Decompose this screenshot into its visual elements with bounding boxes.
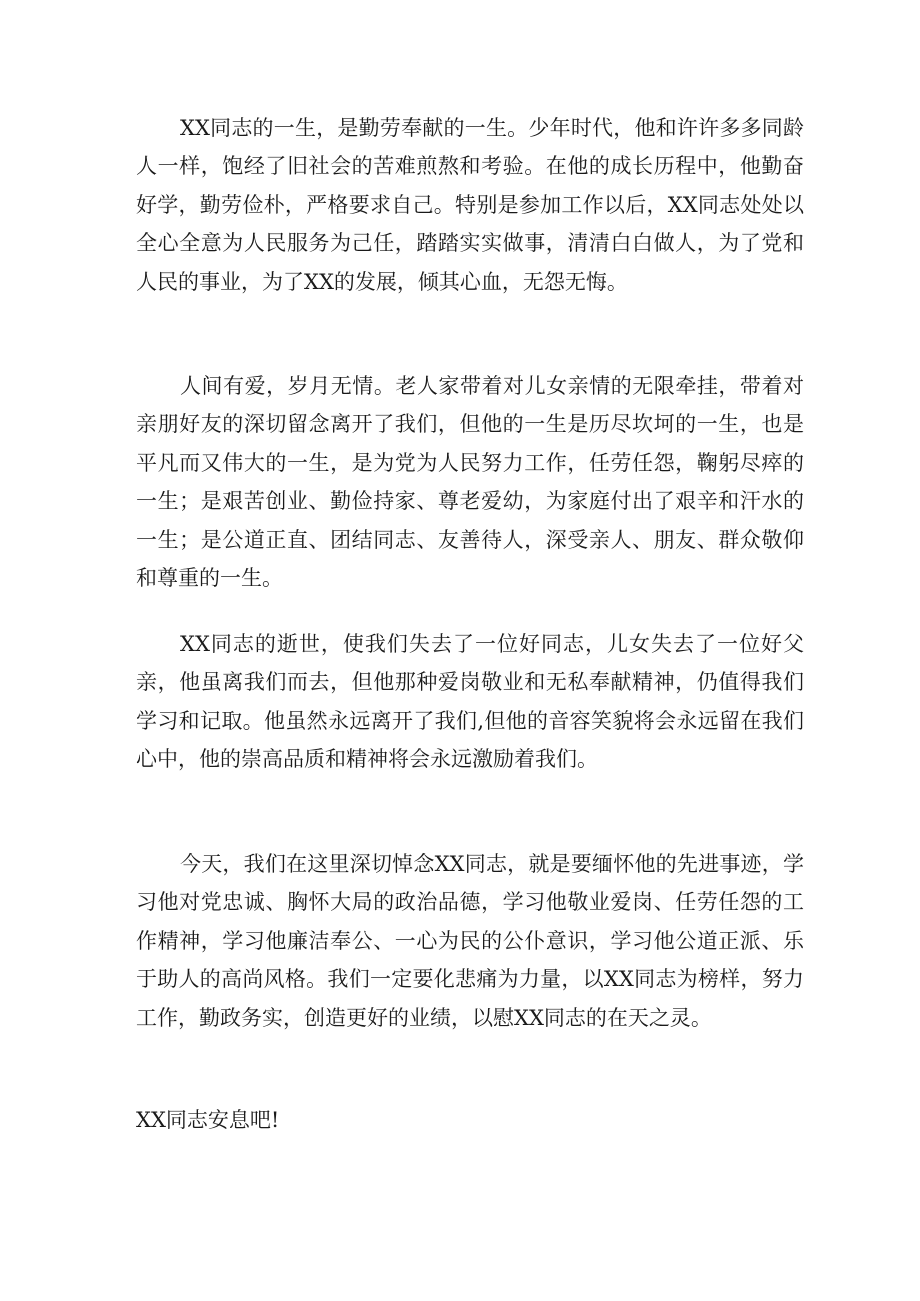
paragraph-passing-away: XX同志的逝世，使我们失去了一位好同志，儿女失去了一位好父亲，他虽离我们而去，但他那种爱岗敬业和无私奉献精神，仍值得我们学习和记取。他虽然永远离开了我们,但他的音容笑貌将会永远留在我们心中，他的崇高品质和精神将会永远激励着我们。 <box>136 632 804 772</box>
paragraph-love-and-hardship: 人间有爱，岁月无情。老人家带着对儿女亲情的无限牵挂，带着对亲朋好友的深切留念离开了我们，但他的一生是历尽坎坷的一生，也是平凡而又伟大的一生，是为党为人民努力工作，任劳任怨，鞠躬尽瘁的一生；是艰苦创业、勤俭持家、尊老爱幼，为家庭付出了艰辛和汗水的一生；是公道正直、团结同志、友善待人，深受亲人、朋友、群众敬仰和尊重的一生。 <box>136 374 804 591</box>
paragraph-life-of-dedication: XX同志的一生，是勤劳奉献的一生。少年时代，他和许许多多同龄人一样，饱经了旧社会的苦难煎熬和考验。在他的成长历程中，他勤奋好学，勤劳俭朴，严格要求自己。特别是参加工作以后，XX同志处处以全心全意为人民服务为己任，踏踏实实做事，清清白白做人，为了党和人民的事业，为了XX的发展，倾其心血，无怨无悔。 <box>136 116 804 294</box>
paragraph-memorial-today: 今天，我们在这里深切悼念XX同志，就是要缅怀他的先进事迹，学习他对党忠诚、胸怀大局的政治品德，学习他敬业爱岗、任劳任怨的工作精神，学习他廉洁奉公、一心为民的公仆意识，学习他公道正派、乐于助人的高尚风格。我们一定要化悲痛为力量，以XX同志为榜样，努力工作，勤政务实，创造更好的业绩，以慰XX同志的在天之灵。 <box>136 852 804 1030</box>
closing-line: XX同志安息吧! <box>136 1108 280 1132</box>
